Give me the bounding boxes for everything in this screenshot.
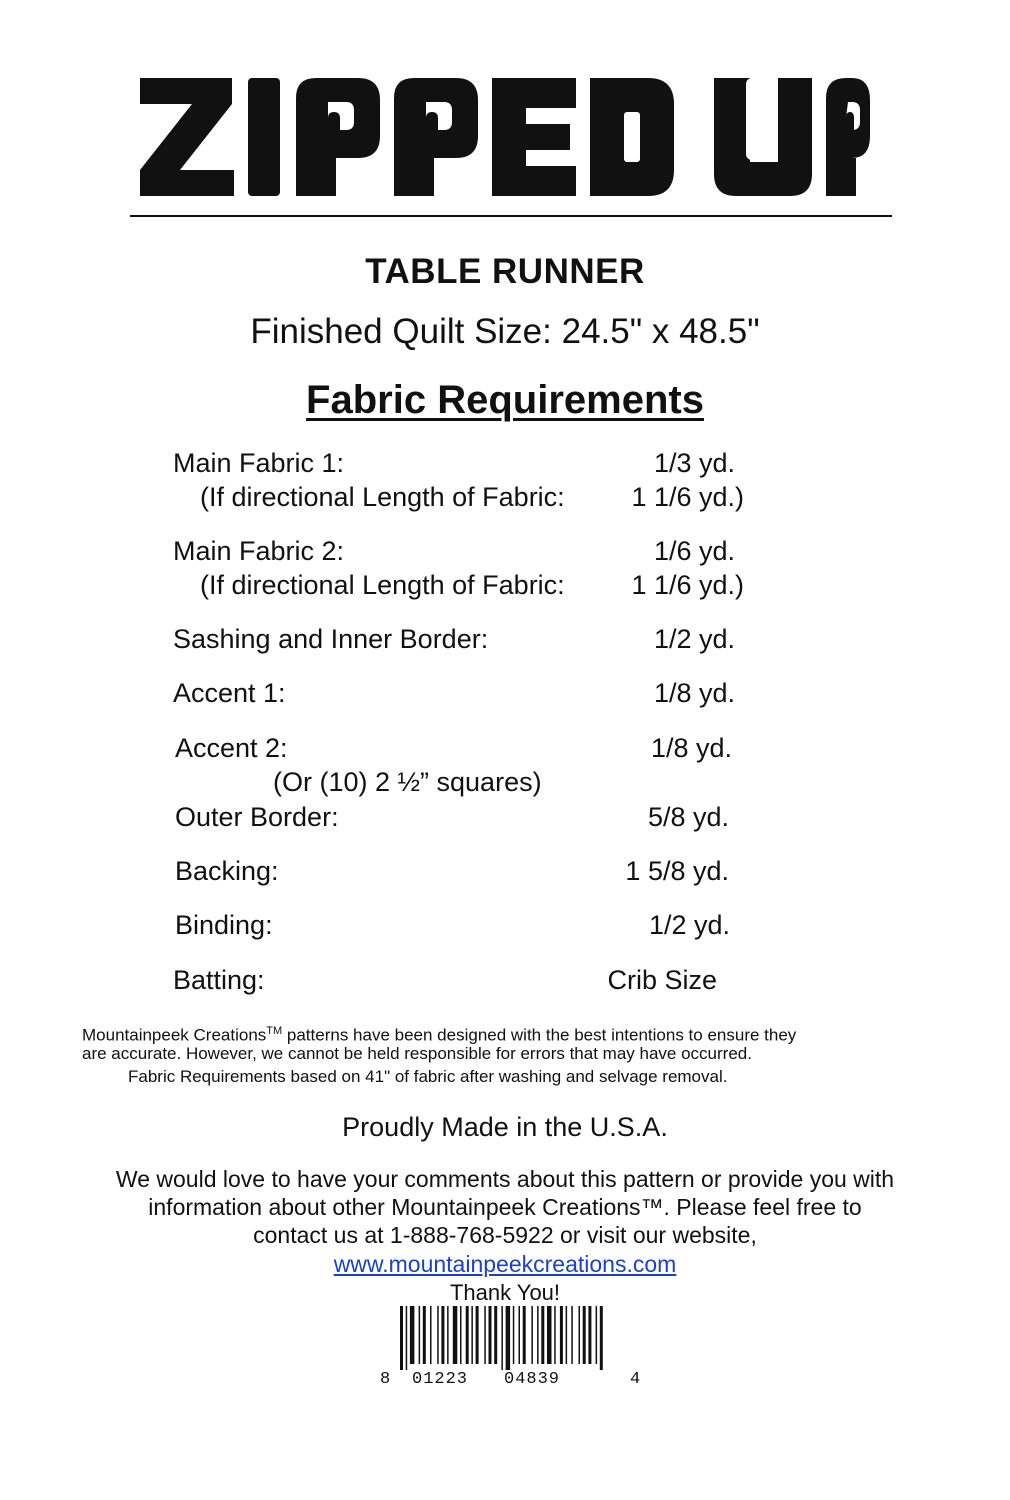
- header-divider: [130, 215, 892, 217]
- req-amount: 5/8 yd.: [647, 802, 729, 832]
- req-label: Main Fabric 1:: [173, 448, 345, 478]
- contact-text: [0, 1165, 1010, 1249]
- barcode-lead-digit: 8: [380, 1370, 392, 1389]
- barcode-check-digit: 4: [630, 1370, 642, 1389]
- contact-line-1: We would love to have your comments about this pattern or provide you with: [115, 1166, 895, 1192]
- disclaimer-text: patterns have been designed with the best intentions to ensure they: [282, 1025, 797, 1045]
- fabric-requirements-heading-text: Fabric Requirements: [306, 378, 704, 422]
- barcode-icon: [398, 1306, 628, 1370]
- req-label: Batting:: [173, 965, 265, 995]
- disclaimer-line-3: Fabric Requirements based on 41" of fabric after washing and selvage removal.: [128, 1067, 728, 1086]
- trademark-mark: TM: [266, 1025, 283, 1037]
- disclaimer-line-2: are accurate. However, we cannot be held responsible for errors that may have occurred.: [82, 1044, 752, 1063]
- req-amount: 1 1/6 yd.): [631, 570, 744, 600]
- req-label: (If directional Length of Fabric:: [200, 482, 565, 512]
- req-amount: 1/2 yd.: [653, 624, 735, 654]
- req-amount: 1 5/8 yd.: [625, 856, 729, 886]
- req-label: Main Fabric 2:: [173, 536, 345, 566]
- req-label: (If directional Length of Fabric:: [200, 570, 565, 600]
- barcode-right-group: 04839: [504, 1370, 561, 1389]
- finished-size: Finished Quilt Size: 24.5" x 48.5": [250, 312, 760, 351]
- contact-line-2: information about other Mountainpeek Creations™. Please feel free to: [148, 1194, 862, 1220]
- req-amount: 1 1/6 yd.): [631, 482, 744, 512]
- fabric-requirements-heading: [0, 378, 1010, 423]
- req-label: Accent 2:: [175, 733, 288, 763]
- brand-name: Mountainpeek Creations: [82, 1025, 267, 1045]
- req-amount: Crib Size: [607, 965, 717, 995]
- thank-you: Thank You!: [449, 1280, 561, 1305]
- req-amount: 1/2 yd.: [648, 910, 730, 940]
- pattern-type: TABLE RUNNER: [365, 252, 645, 291]
- req-label: Accent 1:: [173, 678, 286, 708]
- req-label: (Or (10) 2 ½” squares): [273, 767, 542, 797]
- req-amount: 1/8 yd.: [653, 678, 735, 708]
- contact-line-3: contact us at 1-888-768-5922 or visit our website,: [253, 1222, 757, 1248]
- zipped-up-logo: [140, 78, 870, 196]
- barcode-left-group: 01223: [412, 1370, 469, 1389]
- req-label: Sashing and Inner Border:: [173, 624, 489, 654]
- made-in-usa: Proudly Made in the U.S.A.: [342, 1112, 668, 1142]
- req-amount: 1/3 yd.: [653, 448, 735, 478]
- req-amount: 1/6 yd.: [653, 536, 735, 566]
- req-label: Backing:: [175, 856, 279, 886]
- req-amount: 1/8 yd.: [650, 733, 732, 763]
- req-label: Outer Border:: [175, 802, 339, 832]
- req-label: Binding:: [175, 910, 273, 940]
- website-link[interactable]: www.mountainpeekcreations.com: [333, 1251, 677, 1277]
